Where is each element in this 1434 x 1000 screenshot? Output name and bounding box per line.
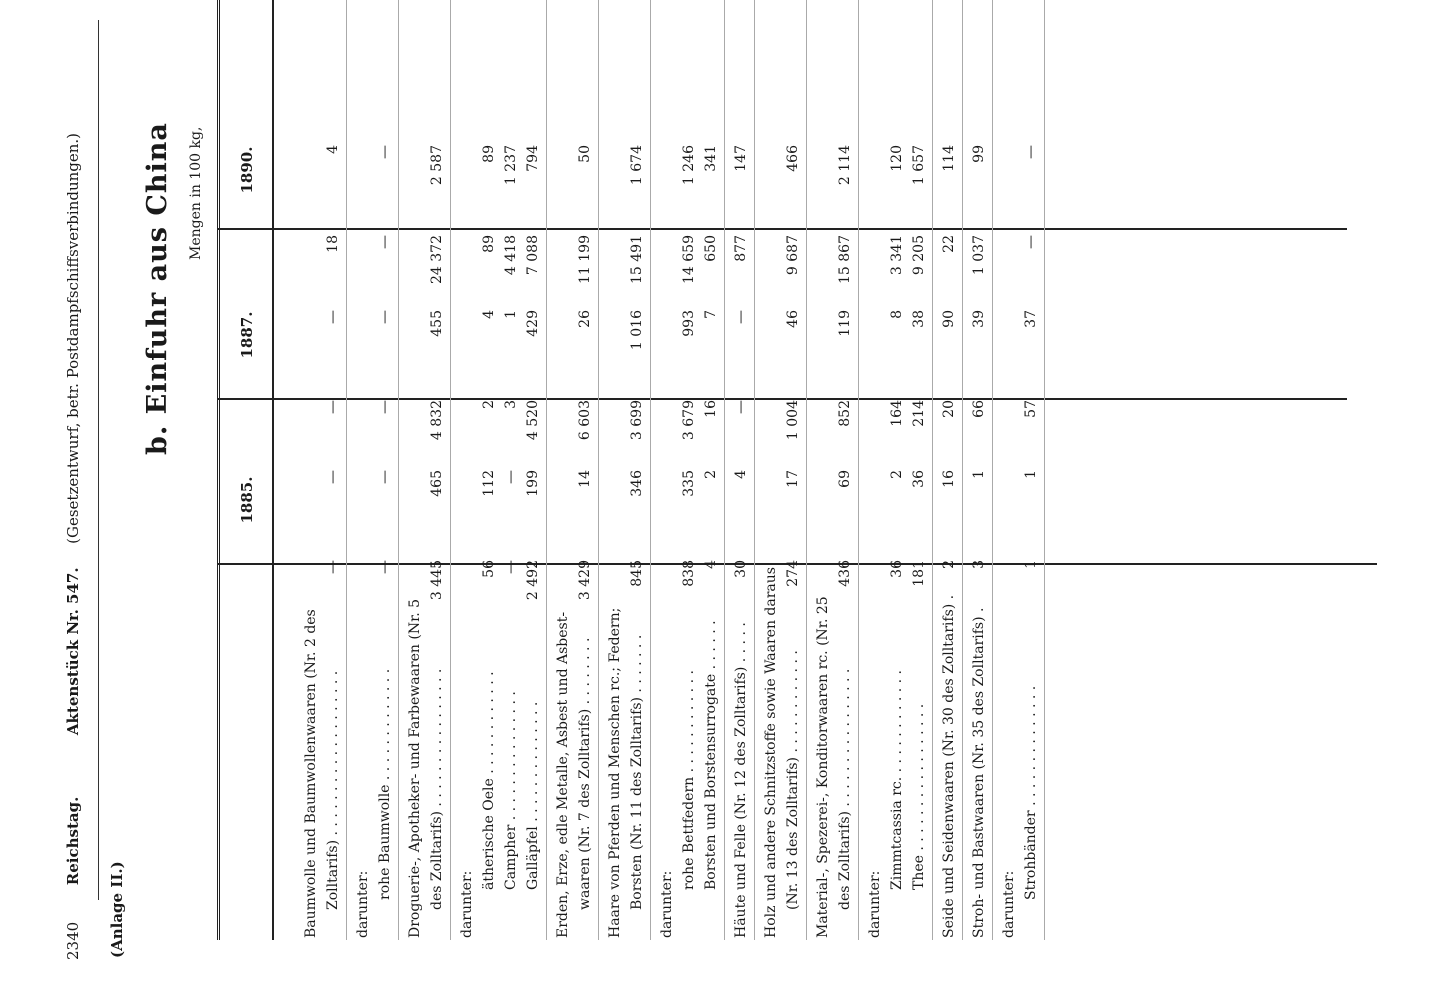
table-cell: — xyxy=(377,235,393,249)
page-header xyxy=(64,133,82,960)
table-cell: 335 xyxy=(681,470,697,497)
row-separator xyxy=(858,0,859,940)
table-cell: 9 687 xyxy=(785,235,801,276)
table-cell: 164 xyxy=(889,400,905,427)
table-cell: 7 088 xyxy=(525,235,541,276)
table-cell: — xyxy=(733,400,749,414)
table-cell: 114 xyxy=(941,145,957,172)
table-cell: 4 xyxy=(325,145,341,154)
units-note: Mengen in 100 kg, xyxy=(188,126,204,260)
row-label-continued: Zolltarifs) . . . . . . . . . . . . . . . . . . . xyxy=(325,670,341,910)
table-cell: — xyxy=(503,470,519,484)
table-cell: 22 xyxy=(941,235,957,253)
table-cell: 852 xyxy=(837,400,853,427)
table-cell: 3 699 xyxy=(629,400,645,441)
column-divider xyxy=(217,228,1347,230)
row-label-sub: Strohbänder . . . . . . . . . . . . . . xyxy=(1023,685,1039,900)
section-title: b. Einfuhr aus China xyxy=(142,122,173,455)
table-cell: 993 xyxy=(681,310,697,337)
table-cell: 46 xyxy=(785,310,801,328)
table-cell: 90 xyxy=(941,310,957,328)
table-cell: 1 xyxy=(503,310,519,319)
table-cell: 6 603 xyxy=(577,400,593,441)
row-label: darunter: xyxy=(459,870,475,938)
table-cell: 346 xyxy=(629,470,645,497)
row-label-item: rohe Bettfedern . . . . . . . . . . . . xyxy=(681,670,697,890)
table-cell: 3 445 xyxy=(429,560,445,601)
table-cell: 89 xyxy=(481,145,497,163)
table-cell: 2 587 xyxy=(429,145,445,186)
header-aktenstueck: Aktenstück Nr. 547. xyxy=(64,567,82,736)
row-separator xyxy=(1044,0,1045,940)
row-separator xyxy=(546,0,547,940)
table-cell: 1 016 xyxy=(629,310,645,351)
table-cell: 2 492 xyxy=(525,560,541,601)
table-cell: 877 xyxy=(733,235,749,262)
table-cell: 214 xyxy=(911,400,927,427)
row-separator xyxy=(450,0,451,940)
table-cell: 1 037 xyxy=(971,235,987,276)
table-cell: — xyxy=(733,310,749,324)
header-reichstag: Reichstag. xyxy=(64,796,82,886)
table-cell: 15 867 xyxy=(837,235,853,284)
row-separator xyxy=(806,0,807,940)
year-header: 1887. xyxy=(238,311,256,359)
table-cell: 7 xyxy=(703,310,719,319)
table-cell: 2 114 xyxy=(837,145,853,186)
year-header: 1885. xyxy=(238,476,256,524)
table-cell: 11 199 xyxy=(577,235,593,284)
row-label-continued: Borsten (Nr. 11 des Zolltarifs) . . . . . . . xyxy=(629,634,645,910)
row-label-item: ätherische Oele . . . . . . . . . . . . xyxy=(481,671,497,890)
table-cell: 3 xyxy=(971,560,987,569)
row-label-continued: waaren (Nr. 7 des Zolltarifs) . . . . . . . . xyxy=(577,637,593,910)
row-separator xyxy=(724,0,725,940)
table-cell: — xyxy=(325,470,341,484)
row-separator xyxy=(932,0,933,940)
table-cell: 69 xyxy=(837,470,853,488)
table-cell: 1 xyxy=(1023,560,1039,569)
table-cell: 2 xyxy=(889,470,905,479)
table-cell: 18 xyxy=(325,235,341,253)
anlage-label: (Anlage II.) xyxy=(108,861,126,958)
table-cell: 56 xyxy=(481,560,497,578)
table-cell: — xyxy=(377,560,393,574)
table-cell: 845 xyxy=(629,560,645,587)
table-cell: 466 xyxy=(785,145,801,172)
header-rule-lower xyxy=(272,0,274,940)
table-cell: 274 xyxy=(785,560,801,587)
table-cell: 3 xyxy=(503,400,519,409)
row-label-item: Campher . . . . . . . . . . . . . . . xyxy=(503,691,519,890)
row-separator xyxy=(398,0,399,940)
row-separator xyxy=(650,0,651,940)
row-label-continued: des Zolltarifs) . . . . . . . . . . . . . . . . xyxy=(837,668,853,910)
table-cell: 50 xyxy=(577,145,593,163)
table-cell: 1 674 xyxy=(629,145,645,186)
table-cell: 3 341 xyxy=(889,235,905,276)
table-cell: 1 237 xyxy=(503,145,519,186)
table-cell: 1 xyxy=(1023,470,1039,479)
table-cell: — xyxy=(1023,235,1039,249)
table-cell: 15 491 xyxy=(629,235,645,284)
table-cell: 89 xyxy=(481,235,497,253)
page-number: 2340 xyxy=(64,921,82,960)
table-cell: 1 004 xyxy=(785,400,801,441)
table-cell: 1 xyxy=(971,470,987,479)
table-cell: 1 657 xyxy=(911,145,927,186)
table-cell: 4 xyxy=(733,470,749,479)
table-cell: 4 520 xyxy=(525,400,541,441)
table-cell: 57 xyxy=(1023,400,1039,418)
row-label-item: Galläpfel . . . . . . . . . . . . . . xyxy=(525,701,541,890)
header-rule xyxy=(98,20,99,900)
table-cell: 119 xyxy=(837,310,853,337)
table-cell: 341 xyxy=(703,145,719,172)
table-cell: 36 xyxy=(911,470,927,488)
row-label: Häute und Felle (Nr. 12 des Zolltarifs) . . . . . xyxy=(733,622,749,938)
row-label: darunter: xyxy=(1001,870,1017,938)
row-separator xyxy=(962,0,963,940)
row-label-item: Borsten und Borstensurrogate . . . . . . xyxy=(703,620,719,890)
table-cell: 429 xyxy=(525,310,541,337)
table-cell: 465 xyxy=(429,470,445,497)
table-cell: — xyxy=(377,145,393,159)
table-cell: 14 659 xyxy=(681,235,697,284)
table-cell: — xyxy=(325,400,341,414)
row-label: Baumwolle und Baumwollenwaaren (Nr. 2 des xyxy=(303,609,319,938)
row-label-continued: (Nr. 13 des Zolltarifs) . . . . . . . . . . . . xyxy=(785,650,801,910)
table-cell: — xyxy=(377,470,393,484)
row-label: Stroh- und Bastwaaren (Nr. 35 des Zolltarifs) . xyxy=(971,607,987,938)
table-cell: 794 xyxy=(525,145,541,172)
table-cell: 3 429 xyxy=(577,560,593,601)
table-cell: 455 xyxy=(429,310,445,337)
row-label: Droguerie-, Apotheker- und Farbewaaren (Nr. 5 xyxy=(407,598,423,938)
row-label: Seide und Seidenwaaren (Nr. 30 des Zolltarifs) . xyxy=(941,594,957,938)
row-separator xyxy=(346,0,347,940)
row-separator xyxy=(992,0,993,940)
table-cell: 4 xyxy=(703,560,719,569)
header-subject: (Gesetzentwurf, betr. Postdampfschiffsverbindungen.) xyxy=(64,132,82,544)
row-label-item: Thee . . . . . . . . . . . . . . . . . xyxy=(911,703,927,890)
table-cell: 17 xyxy=(785,470,801,488)
table-cell: 8 xyxy=(889,310,905,319)
table-cell: 99 xyxy=(971,145,987,163)
table-cell: — xyxy=(325,310,341,324)
table-cell: 1 246 xyxy=(681,145,697,186)
table-cell: 16 xyxy=(941,470,957,488)
table-cell: 38 xyxy=(911,310,927,328)
table-cell: 120 xyxy=(889,145,905,172)
table-cell: 147 xyxy=(733,145,749,172)
row-separator xyxy=(598,0,599,940)
row-label: Material-, Spezerei-, Konditorwaaren rc. (Nr. 25 xyxy=(815,596,831,938)
table-cell: 4 832 xyxy=(429,400,445,441)
row-label: Holz und andere Schnitzstoffe sowie Waaren daraus xyxy=(763,567,779,938)
table-cell: — xyxy=(377,310,393,324)
row-label: darunter: xyxy=(355,870,371,938)
table-cell: — xyxy=(377,400,393,414)
table-cell: 838 xyxy=(681,560,697,587)
dfg-sidenote xyxy=(1410,10,1428,390)
row-label: darunter: xyxy=(659,870,675,938)
row-label-sub: rohe Baumwolle . . . . . . . . . . . . . xyxy=(377,668,393,900)
table-cell: 39 xyxy=(971,310,987,328)
table-cell: 37 xyxy=(1023,310,1039,328)
row-label-item: Zimmtcassia rc. . . . . . . . . . . . . xyxy=(889,669,905,890)
table-cell: 9 205 xyxy=(911,235,927,276)
year-header: 1890. xyxy=(238,146,256,194)
table-cell: 4 xyxy=(481,310,497,319)
table-cell: — xyxy=(503,560,519,574)
table-cell: 16 xyxy=(703,400,719,418)
table-cell: 2 xyxy=(941,560,957,569)
table-cell: 14 xyxy=(577,470,593,488)
row-label-continued: des Zolltarifs) . . . . . . . . . . . . . . . . xyxy=(429,668,445,910)
row-label: darunter: xyxy=(867,870,883,938)
table-cell: 3 679 xyxy=(681,400,697,441)
table-cell: 4 418 xyxy=(503,235,519,276)
table-cell: 20 xyxy=(941,400,957,418)
table-cell: 2 xyxy=(703,470,719,479)
table-cell: 24 372 xyxy=(429,235,445,284)
table-cell: 66 xyxy=(971,400,987,418)
table-cell: 30 xyxy=(733,560,749,578)
table-cell: 181 xyxy=(911,560,927,587)
table-cell: — xyxy=(325,560,341,574)
row-separator xyxy=(754,0,755,940)
table-cell: 112 xyxy=(481,470,497,497)
row-label: Haare von Pferden und Menschen rc.; Federn; xyxy=(607,607,623,938)
table-cell: — xyxy=(1023,145,1039,159)
table-cell: 199 xyxy=(525,470,541,497)
table-cell: 36 xyxy=(889,560,905,578)
table-cell: 650 xyxy=(703,235,719,262)
table-cell: 26 xyxy=(577,310,593,328)
table-cell: 436 xyxy=(837,560,853,587)
table-top-rule xyxy=(217,0,220,940)
row-label: Erden, Erze, edle Metalle, Asbest und Asbest- xyxy=(555,611,571,938)
table-cell: 2 xyxy=(481,400,497,409)
